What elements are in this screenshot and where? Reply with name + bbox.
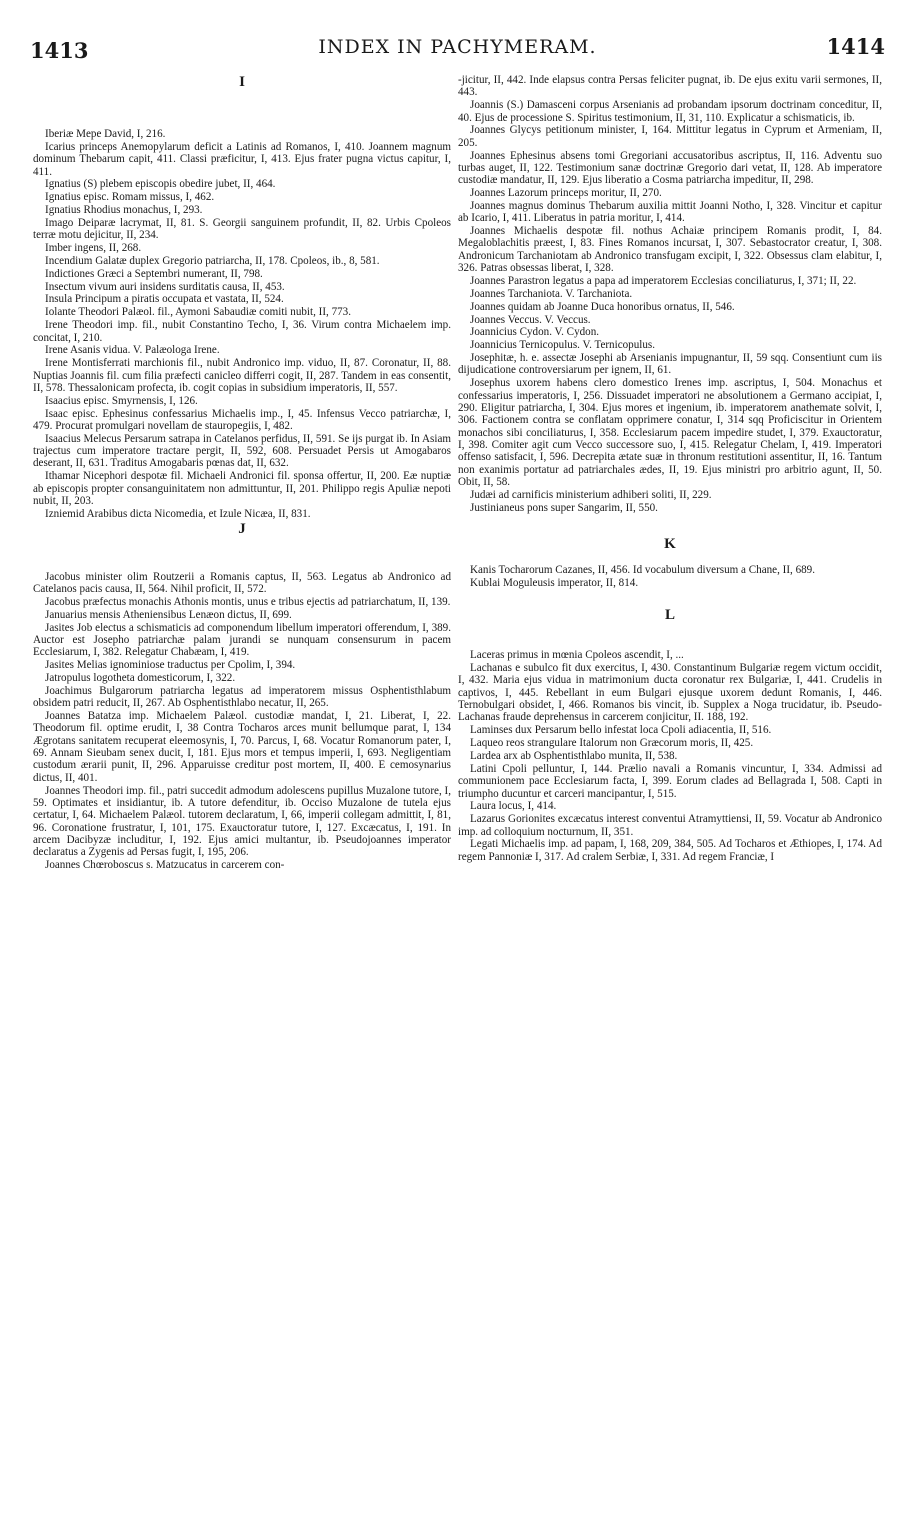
section-letter: K xyxy=(664,536,676,553)
page-number-left: 1413 xyxy=(30,38,89,63)
index-section xyxy=(458,607,882,863)
index-entry: Indictiones Græci a Septembri numerant, II, 798. xyxy=(45,267,263,280)
index-entry: Joannes Veccus. V. Veccus. xyxy=(470,313,591,326)
index-entry: Insectum vivum auri insidens surditatis causa, II, 453. xyxy=(45,280,285,293)
index-entry: Joannicius Ternicopulus. V. Ternicopulus. xyxy=(470,339,655,352)
index-entry: Jacobus minister olim Routzerii a Romanis captus, II, 563. Legatus ab Andronico ad Catelanos pacis causa, II, 564. Nihil proficit, II, 572. xyxy=(33,570,451,595)
right-column xyxy=(458,74,882,864)
index-entry: Lazarus Gorionites excæcatus interest conventui Atramyttiensi, II, 59. Vocatur ab Andronico imp. ad colloquium nocturnum, II, 351. xyxy=(458,813,882,838)
index-entry: Kublai Moguleusis imperator, II, 814. xyxy=(470,576,639,589)
index-entry: Joannes Theodori imp. fil., patri succedit admodum adolescens pupillus Muzalone tutore, I, 59. Optimates et insidiantur, ib. A tutore defenditur, ib. Occiso Muzalone de tutela ejus certatur, I, 64. Michaelem Palæol. tutorem declaratum, I, 66, imperii collegam admittit, I, 81, 96. Coronatione frustratur, I, 101, 175. Exauctoratur tutore, I, 127. Excæcatus, I, 191. In arcem Dacibyzæ includitur, I, 192. Ejus amici multantur, ib. Pseudojoannes imperator declaratus a Zygenis ad Persas fugit, I, 195, 206. xyxy=(33,784,451,859)
index-entry: Imago Deiparæ lacrymat, II, 81. S. Georgii sanguinem profundit, II, 82. Urbis Cpoleos terræ motu dejicitur, II, 234. xyxy=(33,216,451,242)
index-entry: Josephus uxorem habens clero domestico Irenes imp. ascriptus, I, 504. Monachus et confessarius imperatoris, I, 256. Dissuadet imperatori ne absolutionem a Germano accipiat, I, 290. Eligitur patriarcha, I, 304. Ejus mores et ingenium, ib. imperatorem anathemate solvit, I, 306. Factionem contra se conflatam opprimere conatur, I, 314 sqq Proficiscitur in Orientem monachos sibi conciliaturus, I, 358. Ecclesiarum pacem impedire studet, I, 379. Exauctoratur, I, 398. Comiter agit cum Vecco successore suo, I, 415. Relegatur Chelam, I, 419. Imperatori offenso satisfacit, I, 596. Decrepita ætate suæ in thronum restitutioni assentitur, II, 16. Tantum non exanimis portatur ad patriarchales ædes, II, 19. Ejus ministri pro arbitrio agunt, II, 50. Obit, II, 58. xyxy=(458,377,882,488)
index-entry: Isaacius Melecus Persarum satrapa in Catelanos perfidus, II, 591. Se ijs purgat ib. In Asiam trajectus cum imperatore tractare pergit, II, 592, 608. Persuadet Persis ut Amogabaros deserant, II, 631. Traditus Amogabaris pœnas dat, II, 632. xyxy=(33,432,451,470)
index-entry: Isaacius episc. Smyrnensis, I, 126. xyxy=(45,394,198,407)
index-entry: Laceras primus in mœnia Cpoleos ascendit, I, ... xyxy=(470,649,684,662)
index-entry: Jasites Job electus a schismaticis ad componendum libellum imperatori offerendum, I, 389. Auctor est Josepho patriarchæ palam jurandi se nunquam consensurum in pacem Ecclesiarum, I, 382. Relegatur Chabæam, I, 419. xyxy=(33,621,451,659)
index-entry: Imber ingens, II, 268. xyxy=(45,242,142,255)
index-entry: Joannes Lazorum princeps moritur, II, 270. xyxy=(470,187,662,200)
index-entry: Joannes Tarchaniota. V. Tarchaniota. xyxy=(470,287,633,300)
index-entry: Lachanas e subulco fit dux exercitus, I, 430. Constantinum Bulgariæ regem victum occidit, I, 432. Maria ejus vidua in matrimonium ducta coronatur rex Bulgariæ, I, 441. Crudelis in captivos, I, 445. Rebellant in eum Bulgari ejusque uxorem dedunt Romanis, I, 446. Ternobulgari obsidet, I, 466. Romanos bis vincit, ib. Supplex a Noga trucidatur, ib. Pseudo-Lachanas fraude deprehensus in carcerem conjicitur, II. 188, 192. xyxy=(458,662,882,724)
index-entry: Januarius mensis Atheniensibus Lenæon dictus, II, 699. xyxy=(45,608,292,621)
index-section xyxy=(458,536,882,589)
index-entry: -jicitur, II, 442. Inde elapsus contra Persas feliciter pugnat, ib. De ejus exitu varii sermones, II, 443. xyxy=(458,74,882,99)
index-entry: Irene Theodori imp. fil., nubit Constantino Techo, I, 36. Virum contra Michaelem imp. concitat, I, 210. xyxy=(33,319,451,344)
index-entry: Ignatius (S) plebem episcopis obedire jubet, II, 464. xyxy=(45,178,276,191)
index-entry: Laura locus, I, 414. xyxy=(470,800,557,813)
index-section xyxy=(33,521,451,872)
index-entry: Jacobus præfectus monachis Athonis montis, unus e tribus ejectis ad patriarchatum, II, 139. xyxy=(45,595,451,608)
page-header xyxy=(30,34,885,64)
index-entry: Jasites Melias ignominiose traductus per Cpolim, I, 394. xyxy=(45,659,296,672)
index-entry: Iberiæ Mepe David, I, 216. xyxy=(45,128,166,140)
index-entry: Iolante Theodori Palæol. fil., Aymoni Sabaudiæ comiti nubit, II, 773. xyxy=(45,306,351,319)
index-entry: Ignatius Rhodius monachus, I, 293. xyxy=(45,204,203,217)
index-section xyxy=(458,74,882,514)
section-letter: I xyxy=(239,74,245,90)
index-entry: Joannes quidam ab Joanne Duca honoribus ornatus, II, 546. xyxy=(470,300,735,313)
section-letter: J xyxy=(238,520,246,537)
index-section xyxy=(33,74,451,520)
index-entry: Joannes Glycys petitionum minister, I, 164. Mittitur legatus in Cyprum et Armeniam, II, 205. xyxy=(458,124,882,149)
index-entry: Joachimus Bulgarorum patriarcha legatus ad imperatorem missus Osphentisthlabum obsidem patri reducit, II, 267. Ab Osphentisthlabo necatur, II, 265. xyxy=(33,684,451,710)
index-entry: Jatropulus logotheta domesticorum, I, 322. xyxy=(45,671,236,684)
section-letter: L xyxy=(664,607,675,624)
page-title: INDEX IN PACHYMERAM. xyxy=(318,36,597,58)
index-entry: Joannes Parastron legatus a papa ad imperatorem Ecclesias conciliaturus, I, 371; II, 22. xyxy=(470,275,857,287)
index-entry: Izniemid Arabibus dicta Nicomedia, et Izule Nicæa, II, 831. xyxy=(45,507,311,520)
index-entry: Joannes Michaelis despotæ fil. nothus Achaiæ principem Romanis prodit, I, 84. Megaloblachitis præest, I, 83. Fines Romanos incursat, I, 307. Sebastocrator creatur, I, 308. Andronicum Tarchaniotam ab Andronico transfugam excipit, I, 322. Obsessus clam elabitur, I, 326. Patras obsessas liberat, I, 328. xyxy=(458,225,882,275)
index-entry: Lardea arx ab Osphentisthlabo munita, II, 538. xyxy=(470,749,678,762)
index-entry: Irene Montisferrati marchionis fil., nubit Andronico imp. viduo, II, 87. Coronatur, II, 88. Nuptias Joannis fil. cum filia præfecti canicleo differri cogit, II, 287. Tandem in eas consentit, II, 578. Thessalonicam profecta, ib. cogit copias in subsidium imperatoris, II, 557. xyxy=(33,357,451,394)
index-entry: Kanis Tocharorum Cazanes, II, 456. Id vocabulum diversum a Chane, II, 689. xyxy=(470,564,815,577)
index-entry: Incendium Galatæ duplex Gregorio patriarcha, II, 178. Cpoleos, ib., 8, 581. xyxy=(45,254,380,267)
index-entry: Joannes Chœroboscus s. Matzucatus in carcerem con- xyxy=(45,859,285,872)
page-number-right: 1414 xyxy=(826,34,885,59)
index-entry: Joannis (S.) Damasceni corpus Arsenianis ad probandam ipsorum doctrinam conceditur, II, 40. Ejus de processione S. Spiritus testimonium, II, 31, 110. Explicatur a schismaticis, ib. xyxy=(458,99,882,124)
index-entry: Ithamar Nicephori despotæ fil. Michaeli Andronici fil. sponsa offertur, II, 200. Eæ nuptiæ ab episcopis propter consanguinitatem non admittuntur, II, 201. Philippo regis Apuliæ nepoti nubit, II, 203. xyxy=(33,470,451,507)
left-column xyxy=(33,74,451,872)
index-entry: Ignatius episc. Romam missus, I, 462. xyxy=(45,191,215,204)
index-entry: Joannicius Cydon. V. Cydon. xyxy=(470,326,600,339)
index-entry: Legati Michaelis imp. ad papam, I, 168, 209, 384, 505. Ad Tocharos et Æthiopes, I, 174. Ad regem Pannoniæ I, 317. Ad cralem Serbiæ, I, 331. Ad regem Franciæ, I xyxy=(458,838,882,863)
index-entry: Joannes Batatza imp. Michaelem Palæol. custodiæ mandat, I, 21. Liberat, I, 22. Theodorum fil. optime erudit, I, 38 Contra Tocharos arces munit bellumque parat, I, 134 Ægrotans sanitatem recuperat eleemosynis, I, 70. Parcus, I, 68. Vocatur Romanorum pater, I, 69. Annam Sieubam senex ducit, I, 181. Ejus mors et tempus imperii, I, 693. Negligentiam custodum ærarii punit, II, 296. Apparuisse creditur post mortem, II, 400. E cemosynarius dictus, II, 401. xyxy=(33,709,451,784)
index-entry: Laqueo reos strangulare Italorum non Græcorum moris, II, 425. xyxy=(470,737,754,750)
index-entry: Icarius princeps Anemopylarum deficit a Latinis ad Romanos, I, 410. Joannem magnum dominum Thebarum capit, 411. Classi præficitur, I, 413. Ejus frater pugna victus capitur, I, 411. xyxy=(33,140,451,178)
index-entry: Insula Principum a piratis occupata et vastata, II, 524. xyxy=(45,293,284,306)
index-entry: Joannes Ephesinus absens tomi Gregoriani accusatoribus ascriptus, II, 116. Adventu suo turbas auget, II, 122. Testimonium sanæ doctrinæ Gregorio dari vetat, II, 128. Ab imperatore custodiæ mandatur, II, 129. Ejus liberatio a Cosma patriarcha impeditur, II, 298. xyxy=(458,149,882,187)
index-entry: Irene Asanis vidua. V. Palæologa Irene. xyxy=(45,344,220,357)
index-entry: Josephitæ, h. e. assectæ Josephi ab Arsenianis impugnantur, II, 59 sqq. Consentiunt cum iis dijudicatione controversiarum per ignem, II, 61. xyxy=(458,352,882,377)
index-entry: Laminses dux Persarum bello infestat loca Cpoli adiacentia, II, 516. xyxy=(470,724,772,737)
index-entry: Isaac episc. Ephesinus confessarius Michaelis imp., I, 45. Infensus Vecco patriarchæ, I, 479. Procurat promulgari novellam de stauropegiis, I, 482. xyxy=(33,407,451,432)
index-entry: Latini Cpoli pelluntur, I, 144. Prælio navali a Romanis vincuntur, I, 334. Admissi ad communionem pace Ecclesiarum facta, I, 399. Eorum clades ad Bellagrada I, 508. Capti in triumpho ducuntur et carceri mancipantur, I, 515. xyxy=(458,762,882,800)
index-entry: Judæi ad carnificis ministerium adhiberi soliti, II, 229. xyxy=(470,488,712,501)
index-entry: Joannes magnus dominus Thebarum auxilia mittit Joanni Notho, I, 328. Vincitur et capitur ab Icario, I, 411. Liberatus in patria moritur, I, 414. xyxy=(458,199,882,225)
index-entry: Justinianeus pons super Sangarim, II, 550. xyxy=(470,501,658,514)
